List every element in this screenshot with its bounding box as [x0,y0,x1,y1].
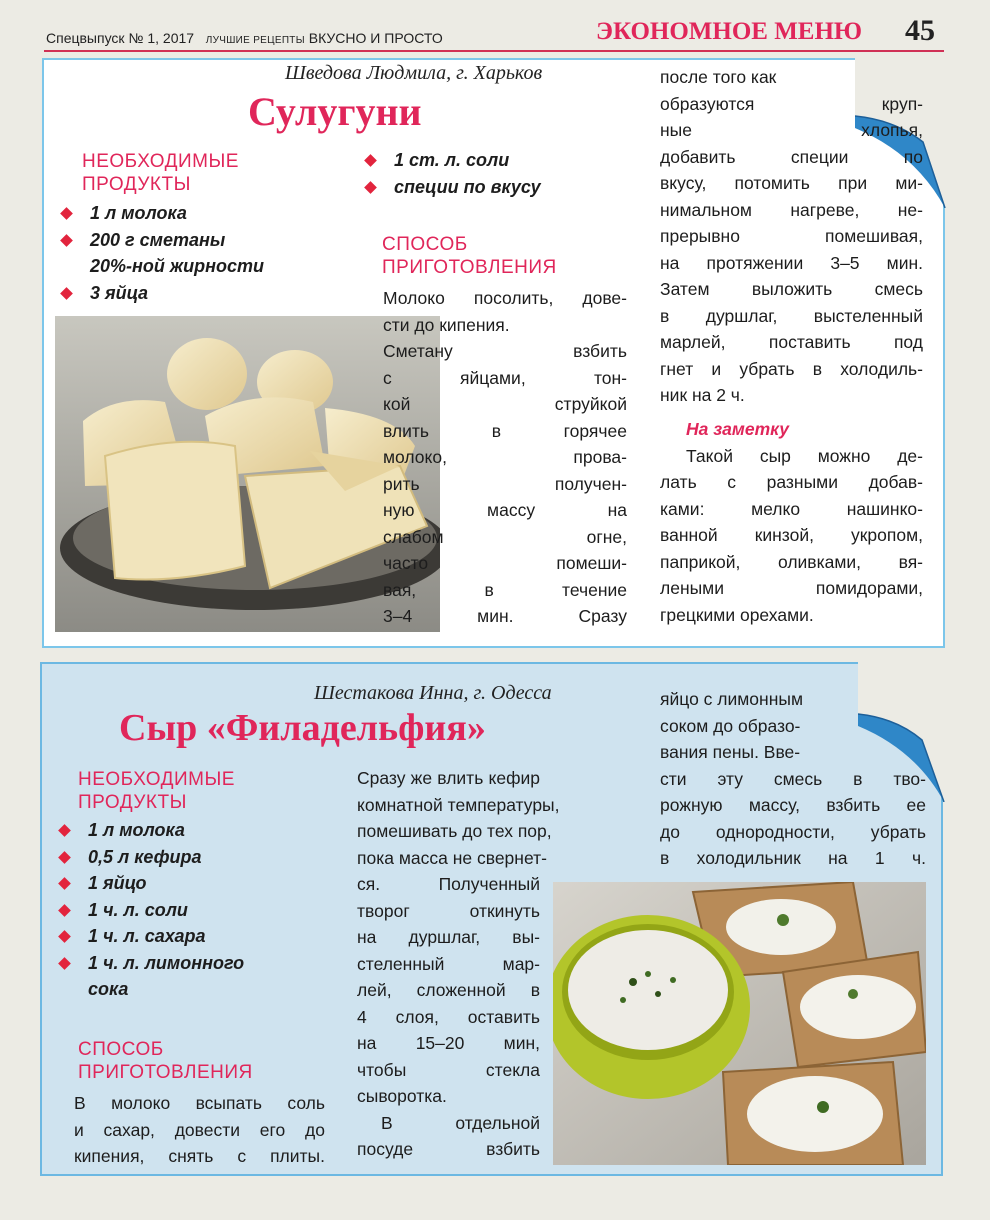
ingredient-item [56,817,244,844]
text-line: 3–4 мин. Сразу [383,606,627,626]
heading-line: НЕОБХОДИМЫЕ [82,151,239,172]
heading-line: СПОСОБ [78,1039,164,1060]
recipe1-ingredients-list [58,200,264,306]
text-line: Молоко посолить, дове- [383,288,627,308]
text-line: образуются круп- [660,93,923,114]
text-line: ную массу на [383,500,627,520]
text-line: ся. Полученный [357,874,540,894]
series-small: ЛУЧШИЕ РЕЦЕПТЫ [205,35,305,46]
text-line: Сразу же влить кефир [357,768,540,788]
recipe1-note [660,416,923,628]
text-line: слабом огне, [383,526,627,547]
text-line: леными помидорами, [660,578,923,598]
text-line: комнатной температуры, [357,794,560,815]
ingredient-text: 0,5 л кефира [88,846,202,867]
recipe2-method-column-1 [74,1090,325,1170]
diamond-bullet-icon [58,904,71,917]
series-big: ВКУСНО И ПРОСТО [308,30,443,46]
ingredient-item [58,280,264,307]
note-heading: На заметку [686,419,789,439]
ingredient-text: сока [88,979,129,999]
text-line: на протяжении 3–5 мин. [660,252,923,273]
recipe1-method-column-1 [383,285,627,630]
text-line: пока масса не свернет- [357,847,547,868]
ingredient-text: 1 л молока [90,203,187,223]
text-line: помешивать до тех пор, [357,821,552,841]
text-line: Затем выложить смесь [660,279,923,299]
text-line: на дуршлаг, вы- [357,927,540,947]
text-line: рожную массу, взбить ее [660,795,926,815]
text-line: нимальном нагреве, не- [660,199,923,220]
text-line: добавить специи по [660,146,923,167]
recipe1-ingredients-heading [82,150,239,196]
text-line: вания пены. Вве- [660,742,801,762]
issue-label: Спецвыпуск № 1, 2017 [46,30,195,46]
recipe2-method-column-3 [660,686,926,872]
ingredient-text: 1 л молока [88,820,185,840]
philadelphia-photo [553,882,926,1165]
page-number: 45 [905,14,935,47]
ingredient-text: 200 г сметаны [90,229,226,250]
ingredient-item [56,950,244,977]
text-line: посуде взбить [357,1139,540,1159]
header-rule [44,50,944,52]
ingredient-item [56,923,244,950]
text-line: кипения, снять с плиты. [74,1146,325,1166]
text-line: в холодильник на 1 ч. [660,848,926,868]
diamond-bullet-icon [58,930,71,943]
ingredient-item [58,253,264,280]
ingredient-text: 1 яйцо [88,873,147,893]
text-line: сыворотка. [357,1086,447,1106]
text-line: на 15–20 мин, [357,1033,540,1053]
text-line: рить получен- [383,473,627,494]
diamond-bullet-icon [58,824,71,837]
recipe2-ingredients-heading [78,768,235,814]
text-line: прерывно помешивая, [660,226,923,246]
text-line: лей, сложенной в [357,980,540,1000]
text-line: после того как [660,67,777,87]
ingredient-text: 1 ч. л. сахара [88,926,206,946]
diamond-bullet-icon [58,851,71,864]
text-line: кой струйкой [383,394,627,414]
recipe1-author: Шведова Людмила, г. Харьков [285,62,543,84]
ingredient-item [58,227,264,254]
text-line: яйцо с лимонным [660,689,803,709]
text-line: стеленный мар- [357,953,540,974]
ingredient-item [56,870,244,897]
ingredient-text: 1 ч. л. лимонного [88,952,245,973]
text-line: грецкими орехами. [660,604,814,625]
text-line: сти эту смесь в тво- [660,768,926,789]
recipe1-method-column-2 [660,64,923,409]
recipe1-title: Сулугуни [248,89,422,134]
heading-line: ПРИГОТОВЛЕНИЯ [78,1062,253,1083]
text-line: соком до образо- [660,715,801,736]
recipe2-method-heading [78,1038,253,1084]
ingredient-text: 1 ст. л. соли [394,150,510,170]
text-line: молоко, прова- [383,447,627,467]
text-line: чтобы стекла [357,1059,540,1080]
ingredient-item [56,844,244,871]
ingredient-text: 20%-ной жирности [90,256,265,276]
recipe2-title: Сыр «Филадельфия» [119,707,486,749]
text-line: ные хлопья, [660,120,923,140]
text-line: гнет и убрать в холодиль- [660,358,923,379]
text-line: лать с разными добав- [660,472,923,492]
ingredient-item [362,174,541,201]
recipe2-ingredients-list [56,817,244,1003]
text-line: ками: мелко нашинко- [660,498,923,519]
ingredient-item [56,897,244,924]
diamond-bullet-icon [58,957,71,970]
diamond-bullet-icon [58,877,71,890]
running-header [46,30,443,46]
text-line: ник на 2 ч. [660,385,745,405]
text-line: с яйцами, тон- [383,367,627,388]
section-title: ЭКОНОМНОЕ МЕНЮ [596,18,863,45]
text-line: в дуршлаг, выстеленный [660,305,923,326]
diamond-bullet-icon [60,207,73,220]
text-line: до однородности, убрать [660,821,926,842]
heading-line: ПРОДУКТЫ [82,174,191,195]
text-line: Сметану взбить [383,341,627,361]
heading-line: ПРИГОТОВЛЕНИЯ [382,257,557,278]
diamond-bullet-icon [364,181,377,194]
text-line: В молоко всыпать соль [74,1093,325,1113]
ingredient-item [58,200,264,227]
diamond-bullet-icon [60,234,73,247]
text-line: паприкой, оливками, вя- [660,551,923,572]
text-line: вкусу, потомить при ми- [660,173,923,193]
heading-line: СПОСОБ [382,234,468,255]
diamond-bullet-icon [60,287,73,300]
text-line: творог откинуть [357,900,540,921]
recipe2-author: Шестакова Инна, г. Одесса [314,682,552,704]
text-line: сти до кипения. [383,314,510,335]
ingredient-text: специи по вкусу [394,176,541,197]
recipe1-method-heading [382,233,557,279]
heading-line: ПРОДУКТЫ [78,792,187,813]
recipe1-ingredients-list-2 [362,147,541,200]
text-line: и сахар, довести его до [74,1119,325,1140]
ingredient-item [56,976,244,1003]
text-line: Такой сыр можно де- [686,445,923,466]
text-line: вая, в течение [383,579,627,600]
ingredient-text: 3 яйца [90,282,149,303]
text-line: часто помеши- [383,553,627,573]
text-line: ванной кинзой, укропом, [660,525,923,545]
text-line: 4 слоя, оставить [357,1006,540,1027]
text-line: марлей, поставить под [660,332,923,352]
ingredient-text: 1 ч. л. соли [88,899,188,920]
text-line: В отдельной [381,1112,540,1133]
ingredient-item [362,147,541,174]
diamond-bullet-icon [364,154,377,167]
text-line: влить в горячее [383,420,627,441]
recipe2-method-column-2 [357,765,560,1163]
heading-line: НЕОБХОДИМЫЕ [78,769,235,790]
